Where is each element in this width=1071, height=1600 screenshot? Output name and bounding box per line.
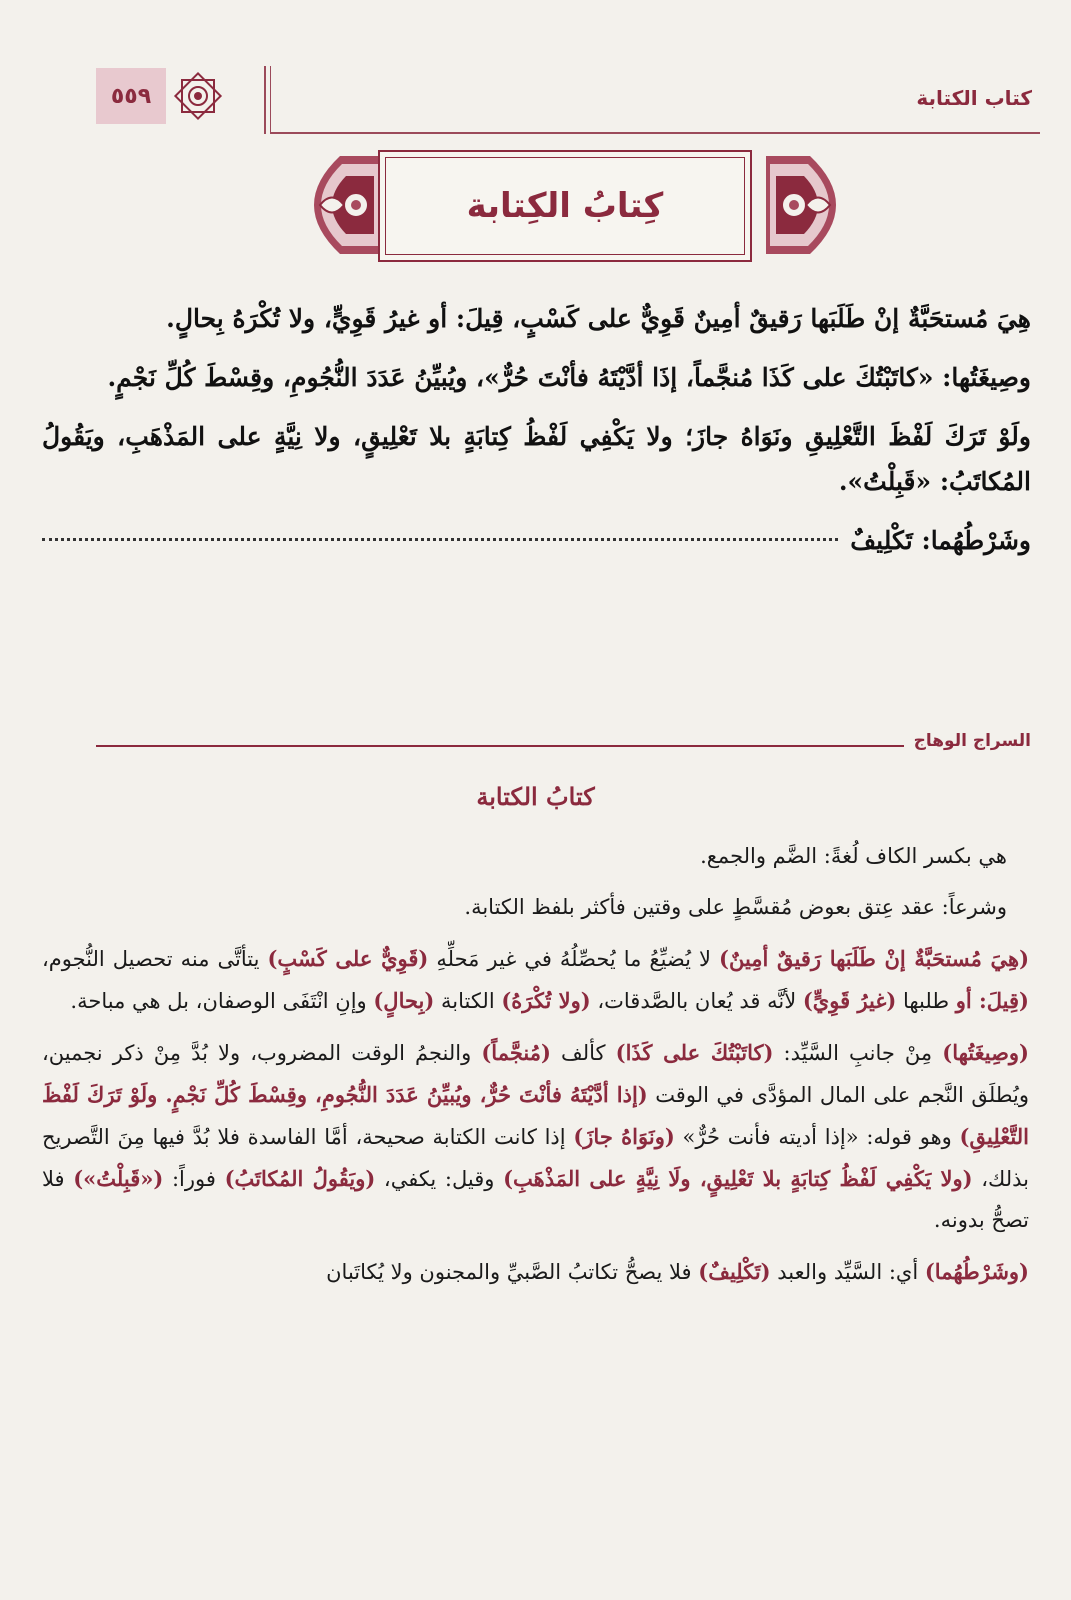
matn-quote: (هِيَ مُستحَبَّةٌ إنْ طَلَبَها رَقيقٌ أمِينٌ) [719,946,1030,971]
matn-text [42,296,1031,563]
page-header [96,62,1040,134]
page-number-box [96,68,166,124]
commentary-run: فلا تصحُّ بدونه. [42,1167,1029,1232]
commentary-run: إذا كانت الكتابة صحيحة، أمَّا الفاسدة فلا بُدَّ فيها مِنَ التَّصريح بذلك، [42,1125,1030,1191]
commentary-run: فلا يصحُّ تكاتبُ الصَّبيِّ والمجنون ولا يُكاتَبان [326,1260,699,1284]
arabesque-ornament-icon [280,146,384,264]
matn-quote: (تَكْلِيفٌ) [698,1259,771,1284]
commentary-run: مِنْ جانبِ السَّيِّد: [773,1041,943,1065]
header-divider [264,66,266,134]
matn-quote: (إذا أدَّيْتَهُ فأنْتَ حُرٌّ، ويُبيِّنُ عَدَدَ النُّجُومِ، وقِسْطَ كُلِّ نَجْمٍ. ولَوْ تَرَكَ لَفْظَ التَّعْلِيقِ) [42,1082,1029,1149]
commentary-run: وإنِ انْتَفَى الوصفان، بل هي مباحة. [70,989,374,1013]
dotted-leader [42,518,838,541]
chapter-title-box [378,150,752,262]
matn-quote: (ولا يَكْفِي لَفْظُ كِتابَةٍ بلا تَعْلِيقٍ، ولَا نِيَّةٍ على المَذْهَبِ) [503,1166,973,1191]
commentary-name: السراج الوهاج [913,731,1031,751]
commentary-run: وقيل: يكفي، [375,1167,504,1191]
matn-quote: («قَبِلْتُ») [73,1166,164,1191]
arabesque-ornament-icon [766,146,870,264]
matn-quote: (ولا تُكْرَهُ) [501,988,591,1013]
matn-paragraph: هِيَ مُستحَبَّةٌ إنْ طَلَبَها رَقيقٌ أمِينٌ قَوِيٌّ على كَسْبٍ، قِيلَ: أو غيرُ قَوِيٍّ، ولا تُكْرَهُ بِحالٍ. [166,304,1031,333]
commentary-run: وهو قوله: «إذا أديته فأنت حُرٌّ» [674,1125,960,1149]
matn-quote: (مُنجَّماً) [481,1040,551,1065]
commentary-run: والنجمُ الوقت المضروب، ولا بُدَّ مِنْ ذكر نجمين، ويُطلَق النَّجم على المال المؤدَّى في الوقت [42,1041,1029,1107]
commentary-paragraph: هي بكسر الكاف لُغةً: الضَّم والجمع. [700,844,1007,868]
matn-quote: (بِحالٍ) [373,988,435,1013]
chapter-title: كِتابُ الكِتابة [466,186,664,226]
commentary-rule [96,745,904,747]
page-number: ٥٥٩ [110,83,152,109]
commentary-run: لأنَّه قد يُعان بالصَّدقات، [590,989,803,1013]
matn-quote: (وصِيغَتُها) [942,1040,1029,1065]
matn-paragraph: وشَرْطُهُما: تَكْلِيفٌ [850,526,1031,555]
commentary-run: أي: السَّيِّد والعبد [770,1260,925,1284]
matn-quote: (وشَرْطُهُما) [924,1259,1029,1284]
commentary-paragraph: وشرعاً: عقد عِتق بعوض مُقسَّطٍ على وقتين فأكثر بلفظ الكتابة. [464,895,1007,919]
matn-quote: (ويَقُولُ المُكاتَبُ) [224,1166,376,1191]
commentary-run: كألف [550,1041,616,1065]
commentary-text [42,836,1029,1303]
chapter-title-cartouche [280,146,870,264]
rosette-icon [170,68,226,124]
commentary-run: طلبها [896,989,956,1013]
commentary-paragraph [42,938,1029,1022]
matn-continuation [42,518,1031,563]
matn-quote: (قَوِيٌّ على كَسْبٍ) [267,946,429,971]
matn-paragraph: ولَوْ تَرَكَ لَفْظَ التَّعْلِيقِ ونَوَاهُ جازَ؛ ولا يَكْفِي لَفْظُ كِتابَةٍ بلا تَعْلِيقٍ، ولا نِيَّةٍ على المَذْهَبِ، ويَقُولُ المُكاتَبُ: «قَبِلْتُ». [42,422,1031,496]
matn-quote: (غيرُ قَوِيٍّ) [802,988,897,1013]
running-title: كتاب الكتابة [916,86,1032,110]
header-divider-inner [270,66,271,134]
commentary-run: الكتابة [434,989,502,1013]
matn-paragraph: وصِيغَتُها: «كاتَبْتُكَ على كَذَا مُنجَّماً، إذَا أدَّيْتَهُ فأنْتَ حُرٌّ»، ويُبيِّنُ عَدَدَ النُّجُومِ، وقِسْطَ كُلِّ نَجْمٍ. [107,363,1031,392]
commentary-run: فوراً: [163,1167,225,1191]
commentary-header [96,726,1031,756]
header-rule [271,132,1040,134]
commentary-run: يتأتَّى منه تحصيل النُّجوم، [42,947,268,971]
commentary-paragraph [42,1032,1029,1241]
commentary-paragraph [42,1251,1029,1293]
commentary-run: لا يُضيِّعُ ما يُحصِّلُهُ في غير مَحلِّهِ [428,947,720,971]
matn-quote: (ونَوَاهُ جازَ) [573,1124,675,1149]
commentary-title: كتابُ الكتابة [476,782,595,811]
matn-quote: (قِيلَ: أو [955,988,1029,1013]
matn-quote: (كاتَبْتُكَ على كَذَا) [615,1040,774,1065]
